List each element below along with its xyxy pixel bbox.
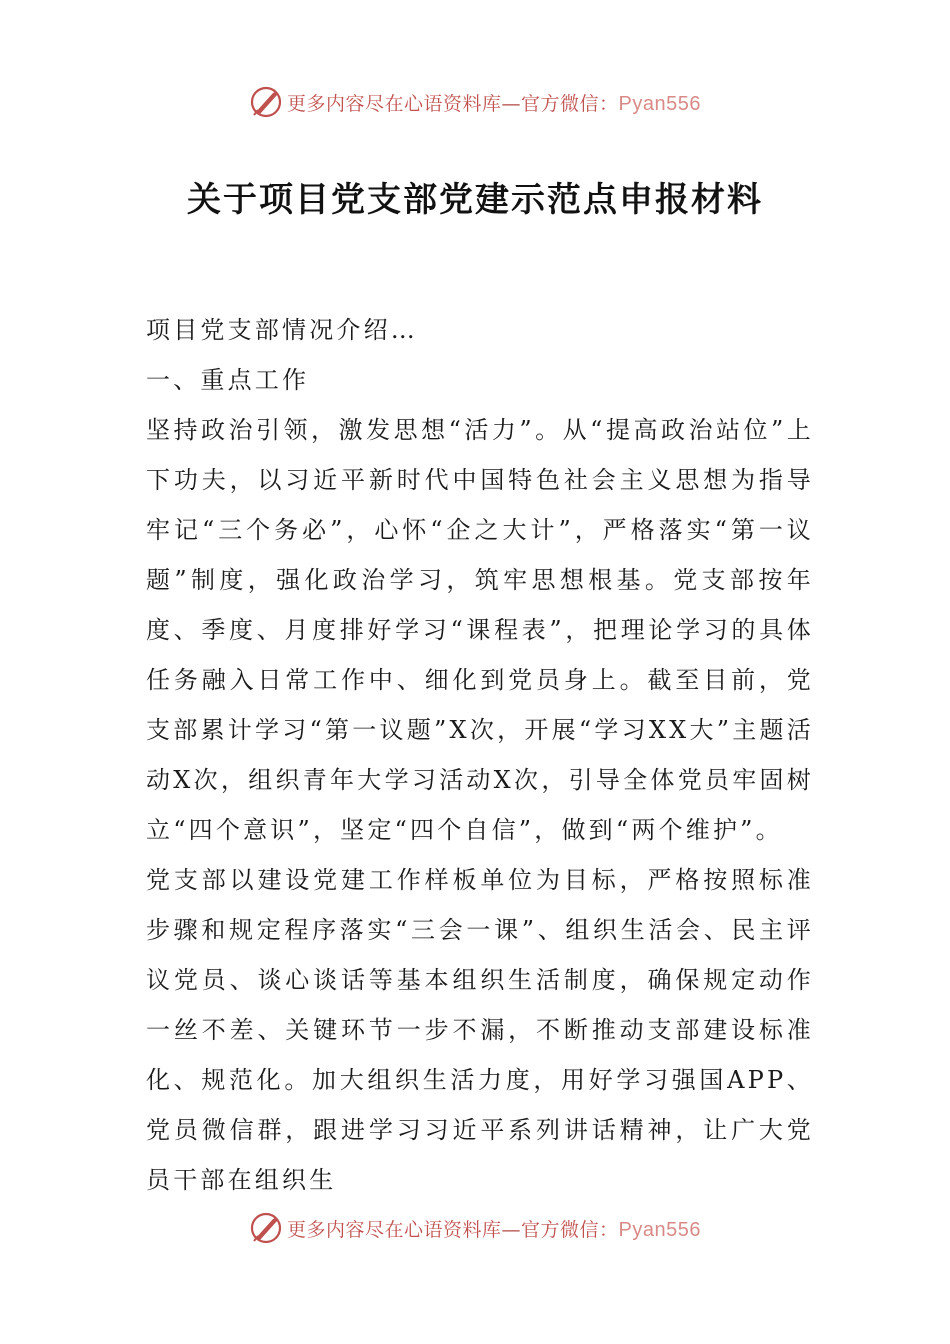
watermark-text: 更多内容尽在心语资料库 <box>287 92 502 115</box>
intro-line: 项目党支部情况介绍… <box>146 316 418 344</box>
paragraph-organization-life: 党支部以建设党建工作样板单位为目标，严格按照标准步骤和规定程序落实“三会一课”、组织生活会、民主评议党员、谈心谈话等基本组织生活制度，确保规定动作一丝不差、关键环节一步不漏，不断推动支部建设标准化、规范化。加大组织生活力度，用好学习强国APP、党员微信群，跟进学习习近平系列讲话精神，让广大党员干部在组织生 <box>146 866 814 1194</box>
watermark-handle: Pyan556 <box>618 1218 701 1241</box>
document-body <box>146 305 814 1205</box>
header-watermark <box>0 82 950 122</box>
watermark-handle: Pyan556 <box>618 92 701 115</box>
quill-pen-logo-icon <box>249 85 283 119</box>
watermark-separator: — <box>501 92 522 115</box>
watermark-text: 更多内容尽在心语资料库 <box>287 1218 502 1241</box>
watermark-contact-label: 官方微信： <box>521 92 619 115</box>
footer-watermark <box>0 1208 950 1248</box>
watermark-contact-label: 官方微信： <box>521 1218 619 1241</box>
paragraph-political-leadership: 坚持政治引领，激发思想“活力”。从“提高政治站位”上下功夫，以习近平新时代中国特色社会主义思想为指导牢记“三个务必”，心怀“企之大计”，严格落实“第一议题”制度，强化政治学习，筑牢思想根基。党支部按年度、季度、月度排好学习“课程表”，把理论学习的具体任务融入日常工作中、细化到党员身上。截至目前，党支部累计学习“第一议题”X次，开展“学习XX大”主题活动X次，组织青年大学习活动X次，引导全体党员牢固树立“四个意识”，坚定“四个自信”，做到“两个维护”。 <box>146 416 814 844</box>
watermark-separator: — <box>501 1218 522 1241</box>
document-title: 关于项目党支部党建示范点申报材料 <box>187 180 763 220</box>
quill-pen-logo-icon <box>249 1211 283 1245</box>
section-heading: 一、重点工作 <box>146 366 310 394</box>
